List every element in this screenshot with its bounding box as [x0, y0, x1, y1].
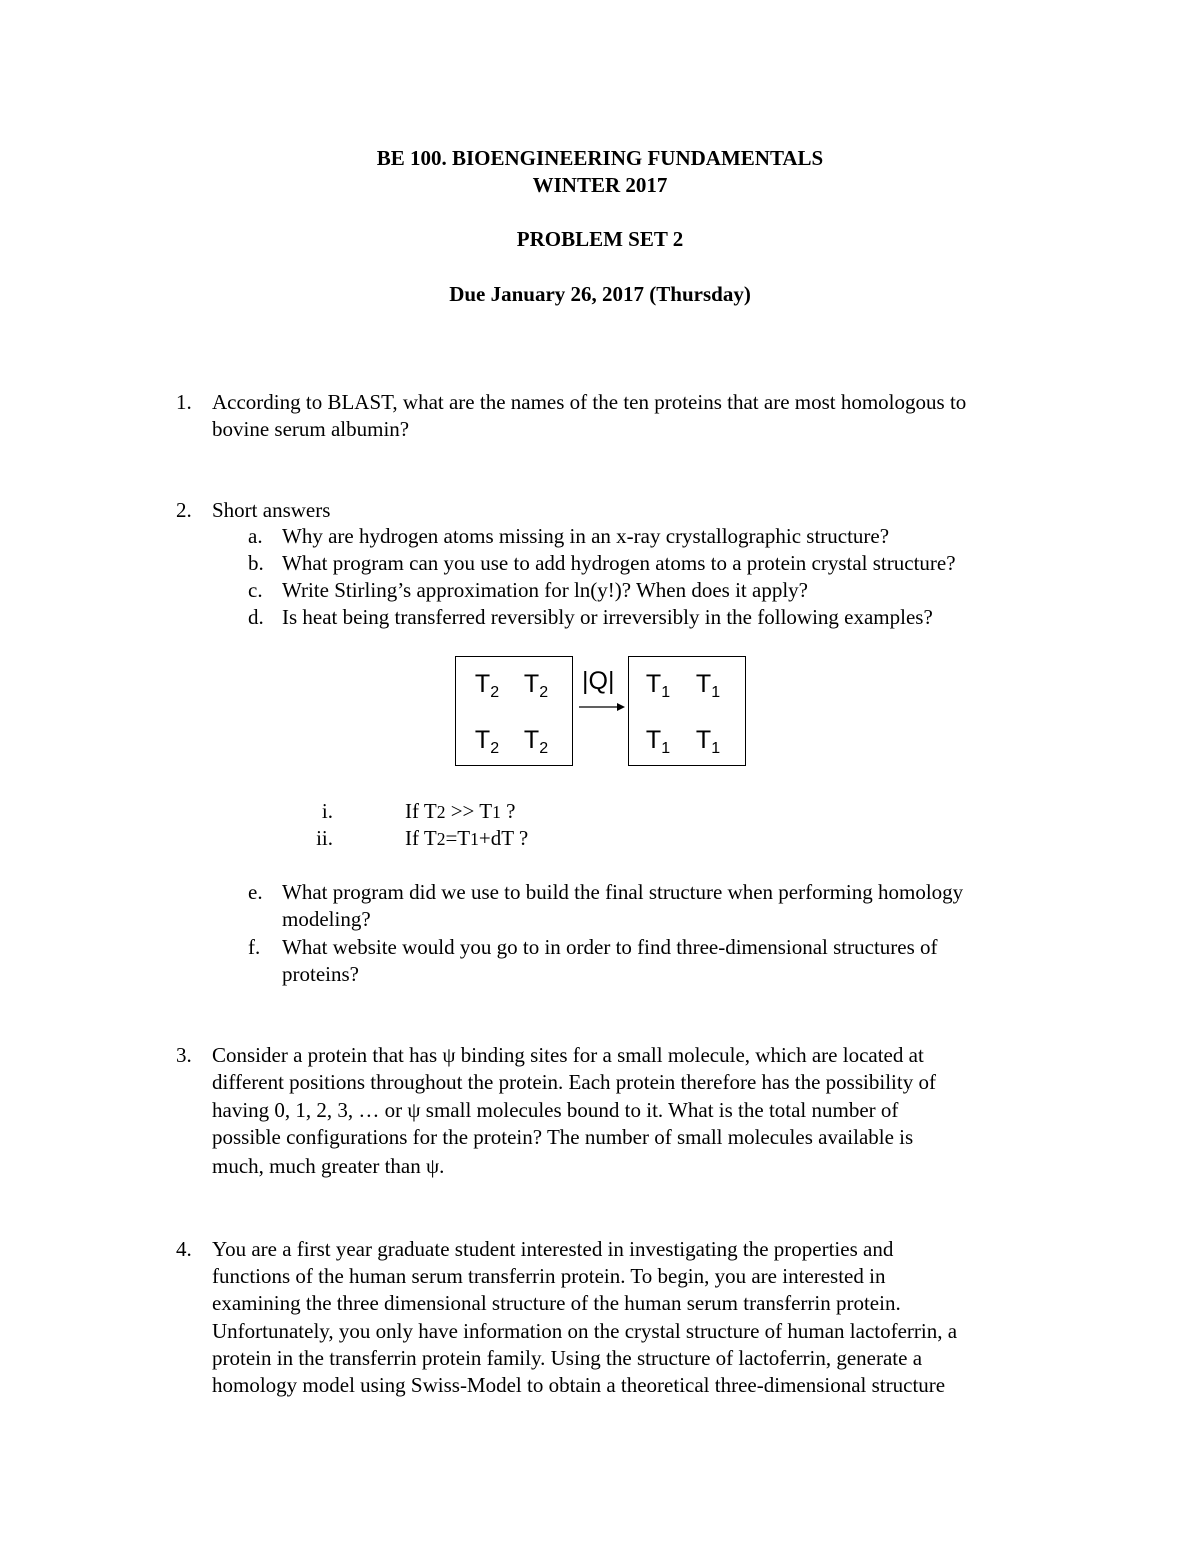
question-line: Unfortunately, you only have information on the crystal structure of human lactoferrin, a — [212, 1319, 958, 1343]
temperature-label: $T_2$ — [474, 726, 500, 757]
part-letter: e. — [248, 880, 263, 904]
temperature-label: $T_2$ — [523, 726, 549, 757]
hot-reservoir-box — [455, 656, 573, 766]
temperature-label: $T_1$ — [695, 670, 721, 701]
part-a-text: Why are hydrogen atoms missing in an x-ray crystallographic structure? — [282, 524, 890, 548]
part-e-text: modeling? — [282, 907, 371, 931]
question-line: bovine serum albumin? — [212, 417, 410, 441]
question-line: According to BLAST, what are the names of the ten proteins that are most homologous to — [212, 390, 967, 414]
cold-reservoir-box — [628, 656, 746, 766]
part-letter: f. — [248, 935, 261, 959]
problem-set-title: PROBLEM SET 2 — [516, 227, 684, 251]
question-line: Consider a protein that has ψ binding sites for a small molecule, which are located at — [212, 1043, 924, 1067]
part-d-text: Is heat being transferred reversibly or irreversibly in the following examples? — [282, 605, 933, 629]
question-title: Short answers — [212, 498, 331, 522]
part-b-text: What program can you use to add hydrogen atoms to a protein crystal structure? — [282, 551, 956, 575]
temperature-label: $T_1$ — [645, 726, 671, 757]
question-number: 2. — [176, 498, 192, 522]
question-line: possible configurations for the protein? The number of small molecules available is — [212, 1125, 914, 1149]
question-line: much, much greater than ψ. — [212, 1154, 445, 1178]
question-line: different positions throughout the protein. Each protein therefore has the possibility of — [212, 1070, 936, 1094]
question-number: 1. — [176, 390, 192, 414]
heat-label: |Q| — [582, 667, 615, 695]
question-line: examining the three dimensional structure of the human serum transferrin protein. — [212, 1291, 901, 1315]
part-letter: d. — [248, 605, 264, 629]
question-line: You are a first year graduate student interested in investigating the properties and — [212, 1237, 894, 1261]
temperature-label: $T_2$ — [523, 670, 549, 701]
part-letter: b. — [248, 551, 264, 575]
temperature-label: $T_1$ — [695, 726, 721, 757]
question-line: homology model using Swiss-Model to obtain a theoretical three-dimensional structure — [212, 1373, 946, 1397]
temperature-label: $T_2$ — [474, 670, 500, 701]
case-number: ii. — [316, 826, 333, 850]
case-number: i. — [321, 799, 333, 823]
part-e-text: What program did we use to build the final structure when performing homology — [282, 880, 964, 904]
part-c-text: Write Stirling’s approximation for ln(y!)? When does it apply? — [282, 578, 808, 602]
question-line: having 0, 1, 2, 3, … or ψ small molecules bound to it. What is the total number of — [212, 1098, 899, 1122]
question-line: protein in the transferrin protein family. Using the structure of lactoferrin, generate a — [212, 1346, 923, 1370]
temperature-label: $T_1$ — [645, 670, 671, 701]
arrow-right-icon — [578, 700, 628, 714]
due-date: Due January 26, 2017 (Thursday) — [449, 282, 751, 306]
question-number: 4. — [176, 1237, 192, 1261]
term: WINTER 2017 — [532, 173, 668, 197]
part-letter: c. — [248, 578, 263, 602]
part-f-text: proteins? — [282, 962, 359, 986]
part-f-text: What website would you go to in order to find three-dimensional structures of — [282, 935, 938, 959]
part-letter: a. — [248, 524, 263, 548]
question-number: 3. — [176, 1043, 192, 1067]
course-title: BE 100. BIOENGINEERING FUNDAMENTALS — [376, 146, 824, 170]
case-ii-text: If T2=T1+dT ? — [405, 826, 529, 850]
case-i-text: If T2 >> T1 ? — [405, 799, 516, 823]
question-line: functions of the human serum transferrin protein. To begin, you are interested in — [212, 1264, 886, 1288]
